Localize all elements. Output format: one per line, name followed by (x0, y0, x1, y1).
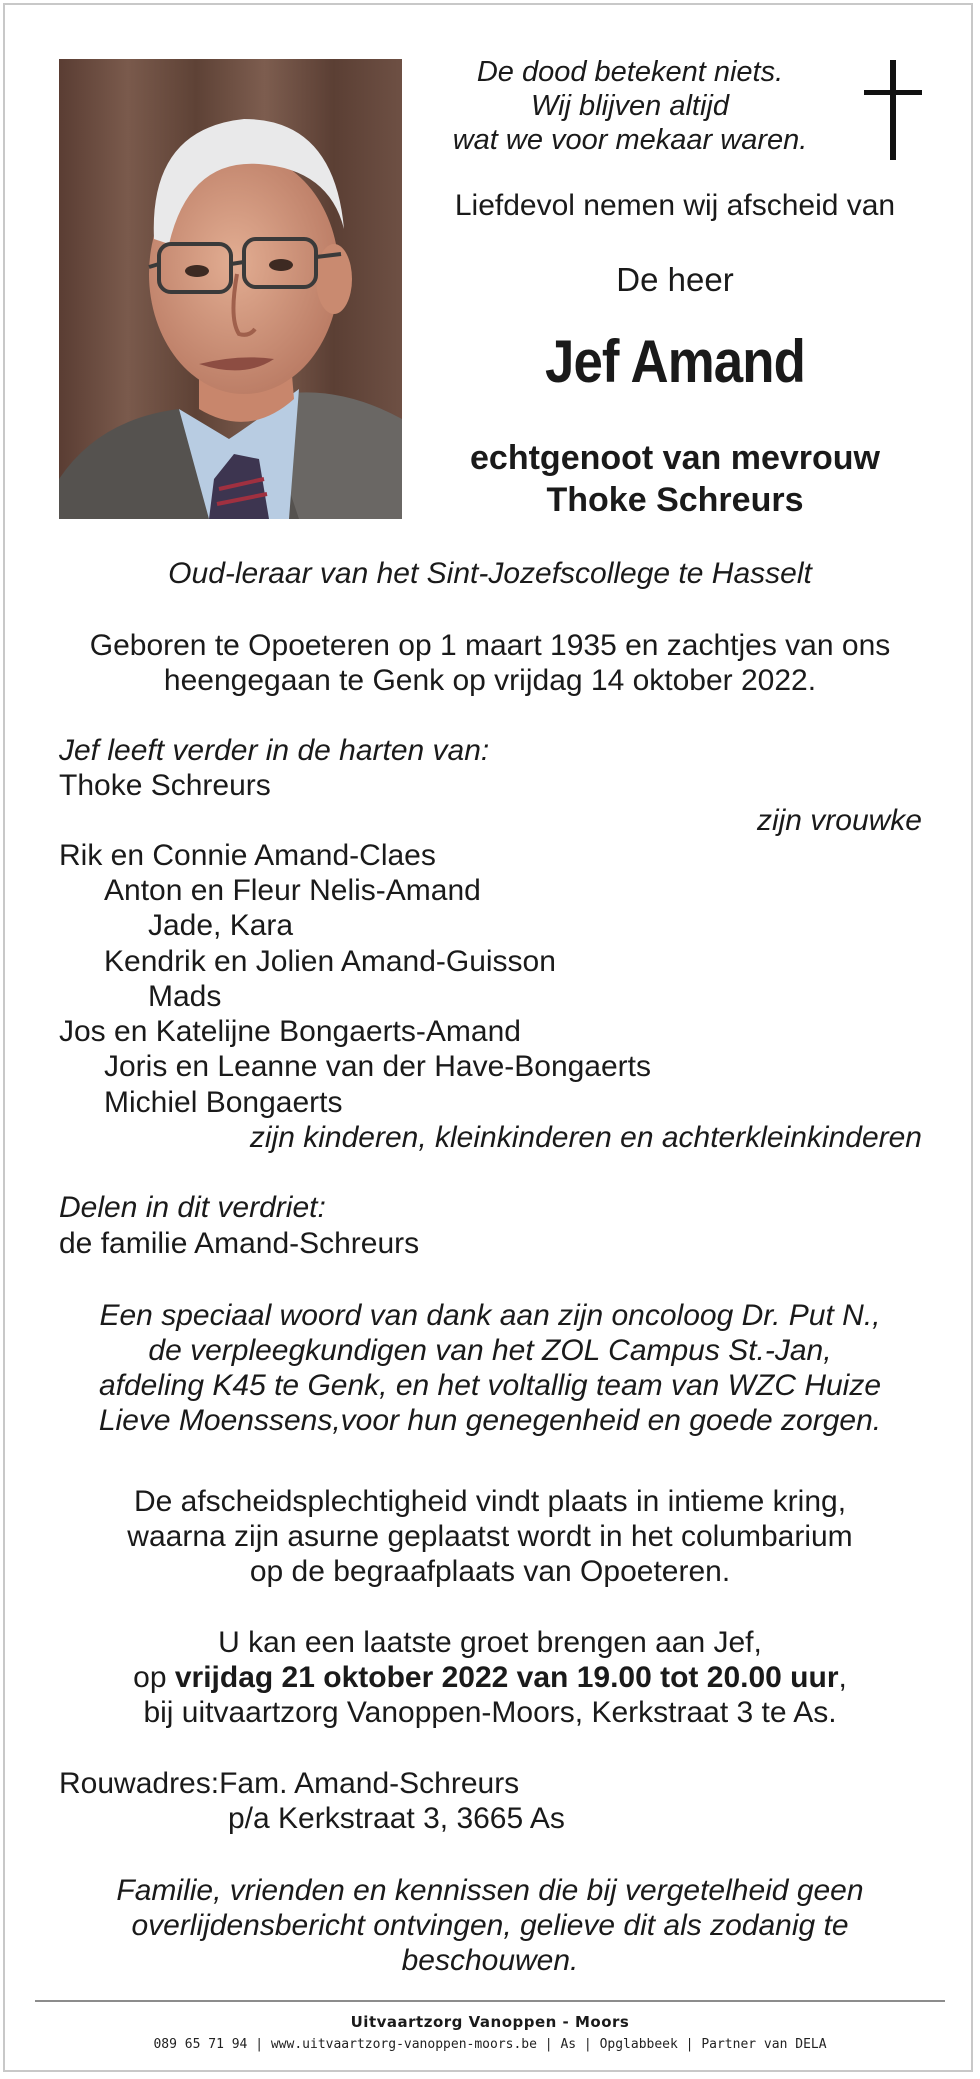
footer-info: 089 65 71 94 | www.uitvaartzorg-vanoppen-moors.be | As | Opglabbeek | Partner van DELA (153, 2037, 827, 2052)
visit-line-3: bij uitvaartzorg Vanoppen-Moors, Kerkstraat 3 te As. (143, 1696, 837, 1729)
family-member: Anton en Fleur Nelis-Amand (104, 874, 481, 907)
thanks-line-1: Een speciaal woord van dank aan zijn oncoloog Dr. Put N., (99, 1299, 881, 1332)
sharing-heading: Delen in dit verdriet: (59, 1191, 326, 1224)
notice-line-2: overlijdensbericht ontvingen, gelieve dit als zodanig te (131, 1909, 849, 1942)
quote-line-2: Wij blijven altijd (531, 90, 729, 122)
family-heading: Jef leeft verder in de harten van: (59, 734, 490, 767)
visit-line-1: U kan een laatste groet brengen aan Jef, (218, 1626, 762, 1659)
family-member: Rik en Connie Amand-Claes (59, 839, 436, 872)
farewell-intro: Liefdevol nemen wij afscheid van (454, 189, 896, 222)
birth-line-1: Geboren te Opoeteren op 1 maart 1935 en zachtjes van ons (89, 629, 891, 662)
family-member: Jade, Kara (148, 909, 294, 942)
family-member: Joris en Leanne van der Have-Bongaerts (104, 1050, 652, 1083)
thanks-line-2: de verpleegkundigen van het ZOL Campus St.-Jan, (148, 1334, 832, 1367)
quote-line-1: De dood betekent niets. (476, 56, 784, 88)
visit-suffix: , (838, 1661, 847, 1694)
family-member: Jos en Katelijne Bongaerts-Amand (59, 1015, 521, 1048)
family-member: Mads (148, 980, 222, 1013)
honorific: De heer (616, 261, 734, 298)
thanks-line-3: afdeling K45 te Genk, en het voltallig team van WZC Huize (98, 1369, 882, 1402)
ceremony-line-3: op de begraafplaats van Opoeteren. (249, 1555, 731, 1588)
address-line-1: Rouwadres:Fam. Amand-Schreurs (59, 1767, 520, 1800)
thanks-line-4: Lieve Moenssens,voor hun genegenheid en goede zorgen. (98, 1404, 882, 1437)
footer-divider (35, 2000, 945, 2002)
visit-line-2 (59, 1660, 921, 1695)
sharing-text: de familie Amand-Schreurs (59, 1227, 420, 1260)
notice-line-1: Familie, vrienden en kennissen die bij vergetelheid geen (116, 1874, 864, 1907)
family-members-label: zijn kinderen, kleinkinderen en achterkleinkinderen (249, 1121, 922, 1154)
visit-prefix: op (133, 1661, 175, 1694)
family-member: Kendrik en Jolien Amand-Guisson (104, 945, 556, 978)
quote-line-3: wat we voor mekaar waren. (452, 124, 808, 156)
address-line-2: p/a Kerkstraat 3, 3665 As (228, 1802, 565, 1835)
visit-datetime: vrijdag 21 oktober 2022 van 19.00 tot 20.00 uur (174, 1661, 839, 1694)
family-wife-label: zijn vrouwke (756, 804, 922, 837)
family-wife: Thoke Schreurs (59, 769, 271, 802)
portrait-photo (59, 59, 402, 519)
occupation: Oud-leraar van het Sint-Jozefscollege te Hasselt (168, 557, 812, 590)
notice-line-3: beschouwen. (401, 1944, 579, 1977)
deceased-name: Jef Amand (544, 328, 806, 395)
spouse-line-1: echtgenoot van mevrouw (470, 439, 880, 477)
footer-company: Uitvaartzorg Vanoppen - Moors (350, 2013, 630, 2031)
ceremony-line-1: De afscheidsplechtigheid vindt plaats in intieme kring, (133, 1485, 847, 1518)
birth-line-2: heengegaan te Genk op vrijdag 14 oktober 2022. (163, 664, 817, 697)
family-member: Michiel Bongaerts (104, 1086, 343, 1119)
spouse-line-2: Thoke Schreurs (546, 481, 804, 519)
ceremony-line-2: waarna zijn asurne geplaatst wordt in het columbarium (127, 1520, 853, 1553)
cross-icon (864, 60, 922, 160)
